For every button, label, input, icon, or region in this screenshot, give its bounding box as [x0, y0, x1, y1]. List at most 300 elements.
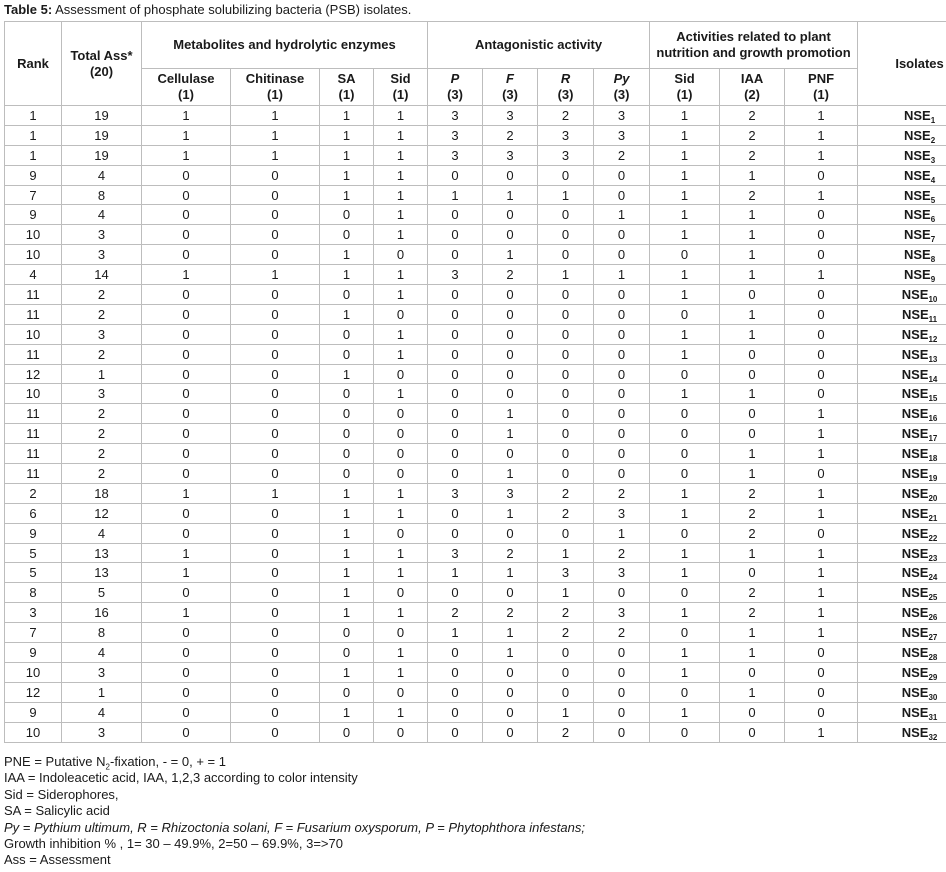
cell-f: 0	[483, 722, 538, 742]
table-caption	[4, 2, 411, 18]
header-f-points: (3)	[502, 87, 518, 102]
cell-sid-nutrition: 1	[650, 543, 720, 563]
isolate-code: NSE	[901, 505, 929, 521]
cell-pnf: 0	[785, 464, 858, 484]
cell-f: 0	[483, 165, 538, 185]
cell-isolate	[858, 245, 946, 265]
cell-py: 0	[594, 702, 650, 722]
cell-total: 3	[62, 324, 142, 344]
cell-sid: 1	[374, 662, 428, 682]
cell-p: 3	[428, 265, 483, 285]
cell-pnf: 1	[785, 503, 858, 523]
cell-pnf: 0	[785, 364, 858, 384]
cell-py: 1	[594, 265, 650, 285]
cell-sid-nutrition: 1	[650, 662, 720, 682]
cell-p: 0	[428, 523, 483, 543]
cell-r: 0	[538, 662, 594, 682]
cell-r: 0	[538, 225, 594, 245]
header-r-name: R	[560, 71, 571, 86]
cell-sid: 1	[374, 125, 428, 145]
cell-sid: 1	[374, 285, 428, 305]
cell-total: 3	[62, 722, 142, 742]
cell-py: 0	[594, 225, 650, 245]
isolate-code: NSE	[901, 346, 929, 362]
cell-sid: 1	[374, 702, 428, 722]
cell-isolate	[858, 344, 946, 364]
cell-cellulase: 0	[142, 205, 231, 225]
cell-rank: 1	[5, 125, 62, 145]
cell-iaa: 1	[720, 265, 785, 285]
header-p-name: P	[450, 71, 460, 86]
cell-p: 3	[428, 125, 483, 145]
cell-sid: 1	[374, 265, 428, 285]
cell-py: 0	[594, 662, 650, 682]
isolate-number: 23	[928, 553, 938, 563]
isolate-number: 12	[928, 334, 938, 344]
cell-cellulase: 0	[142, 682, 231, 702]
cell-sid: 0	[374, 464, 428, 484]
cell-sa: 1	[320, 662, 374, 682]
cell-sid-nutrition: 0	[650, 304, 720, 324]
cell-cellulase: 1	[142, 125, 231, 145]
cell-sid-nutrition: 0	[650, 364, 720, 384]
cell-pnf: 0	[785, 662, 858, 682]
isolate-code: NSE	[903, 187, 931, 203]
isolate-number: 18	[928, 454, 938, 464]
cell-total: 4	[62, 165, 142, 185]
cell-cellulase: 0	[142, 643, 231, 663]
cell-py: 0	[594, 444, 650, 464]
isolate-number: 28	[928, 652, 938, 662]
isolate-code: NSE	[901, 485, 929, 501]
cell-isolate	[858, 145, 946, 165]
cell-rank: 1	[5, 106, 62, 126]
isolate-code: NSE	[901, 426, 929, 442]
cell-r: 1	[538, 543, 594, 563]
cell-p: 0	[428, 662, 483, 682]
cell-chitinase: 0	[231, 424, 320, 444]
table-row	[5, 304, 946, 324]
cell-f: 0	[483, 304, 538, 324]
cell-pnf: 1	[785, 106, 858, 126]
cell-py: 2	[594, 483, 650, 503]
cell-sa: 0	[320, 722, 374, 742]
table-row	[5, 384, 946, 404]
cell-isolate	[858, 464, 946, 484]
table-row	[5, 344, 946, 364]
cell-rank: 4	[5, 265, 62, 285]
cell-chitinase: 0	[231, 543, 320, 563]
cell-sa: 0	[320, 324, 374, 344]
isolate-number: 19	[928, 473, 938, 483]
isolate-code: NSE	[903, 227, 931, 243]
cell-f: 2	[483, 125, 538, 145]
cell-chitinase: 0	[231, 205, 320, 225]
cell-chitinase: 0	[231, 324, 320, 344]
cell-py: 3	[594, 503, 650, 523]
cell-sid: 1	[374, 543, 428, 563]
cell-sid-nutrition: 0	[650, 444, 720, 464]
cell-iaa: 0	[720, 404, 785, 424]
cell-sid-nutrition: 1	[650, 125, 720, 145]
isolate-code: NSE	[901, 565, 929, 581]
isolate-code: NSE	[901, 386, 929, 402]
isolate-code: NSE	[901, 446, 929, 462]
cell-f: 1	[483, 503, 538, 523]
isolate-number: 27	[928, 633, 938, 643]
cell-chitinase: 0	[231, 464, 320, 484]
header-sid-nutrition-name: Sid	[674, 71, 695, 86]
cell-p: 1	[428, 563, 483, 583]
header-chitinase-name: Chitinase	[245, 71, 305, 86]
cell-isolate	[858, 702, 946, 722]
cell-r: 1	[538, 185, 594, 205]
cell-rank: 5	[5, 543, 62, 563]
header-total	[62, 22, 142, 106]
cell-f: 3	[483, 106, 538, 126]
cell-sa: 0	[320, 285, 374, 305]
cell-py: 0	[594, 583, 650, 603]
cell-f: 0	[483, 523, 538, 543]
table-row	[5, 643, 946, 663]
cell-sa: 1	[320, 543, 374, 563]
cell-cellulase: 0	[142, 344, 231, 364]
cell-sa: 1	[320, 304, 374, 324]
cell-sid: 0	[374, 364, 428, 384]
cell-isolate	[858, 503, 946, 523]
cell-iaa: 1	[720, 682, 785, 702]
cell-rank: 6	[5, 503, 62, 523]
cell-sid: 1	[374, 643, 428, 663]
cell-iaa: 1	[720, 384, 785, 404]
cell-sid-nutrition: 1	[650, 185, 720, 205]
isolate-code: NSE	[903, 127, 931, 143]
cell-cellulase: 0	[142, 225, 231, 245]
cell-py: 2	[594, 623, 650, 643]
cell-f: 3	[483, 483, 538, 503]
cell-chitinase: 0	[231, 563, 320, 583]
cell-f: 2	[483, 543, 538, 563]
header-total-points: (20)	[89, 63, 114, 79]
table-row	[5, 125, 946, 145]
cell-sa: 1	[320, 106, 374, 126]
cell-sid: 1	[374, 205, 428, 225]
cell-rank: 10	[5, 324, 62, 344]
cell-py: 0	[594, 165, 650, 185]
isolate-code: NSE	[901, 684, 929, 700]
isolate-code: NSE	[903, 167, 931, 183]
cell-sid-nutrition: 1	[650, 324, 720, 344]
isolate-code: NSE	[903, 147, 931, 163]
cell-rank: 11	[5, 424, 62, 444]
cell-sid-nutrition: 0	[650, 464, 720, 484]
header-group-nutrition: Activities related to plant nutrition and growth promotion	[650, 22, 858, 69]
cell-iaa: 1	[720, 464, 785, 484]
cell-p: 0	[428, 583, 483, 603]
cell-cellulase: 0	[142, 245, 231, 265]
cell-r: 2	[538, 106, 594, 126]
cell-rank: 11	[5, 464, 62, 484]
cell-sa: 0	[320, 444, 374, 464]
cell-r: 0	[538, 523, 594, 543]
header-py	[594, 69, 650, 106]
cell-iaa: 2	[720, 583, 785, 603]
header-py-points: (3)	[613, 87, 630, 102]
cell-chitinase: 0	[231, 444, 320, 464]
cell-chitinase: 0	[231, 682, 320, 702]
cell-r: 0	[538, 324, 594, 344]
isolate-number: 6	[930, 215, 936, 225]
cell-r: 2	[538, 483, 594, 503]
cell-r: 0	[538, 205, 594, 225]
cell-f: 0	[483, 583, 538, 603]
cell-sa: 1	[320, 702, 374, 722]
cell-sid: 0	[374, 424, 428, 444]
cell-total: 14	[62, 265, 142, 285]
cell-sid-nutrition: 0	[650, 404, 720, 424]
table-notes	[4, 754, 585, 869]
header-sid-nutrition	[650, 69, 720, 106]
cell-iaa: 2	[720, 145, 785, 165]
isolate-code: NSE	[901, 525, 929, 541]
cell-cellulase: 0	[142, 623, 231, 643]
cell-total: 19	[62, 145, 142, 165]
cell-cellulase: 1	[142, 603, 231, 623]
cell-iaa: 0	[720, 722, 785, 742]
header-sa-points: (1)	[338, 87, 355, 102]
cell-py: 0	[594, 384, 650, 404]
cell-sid-nutrition: 0	[650, 722, 720, 742]
cell-cellulase: 1	[142, 145, 231, 165]
table-row	[5, 225, 946, 245]
isolate-code: NSE	[903, 207, 931, 223]
table-row	[5, 285, 946, 305]
cell-p: 3	[428, 106, 483, 126]
cell-sid: 1	[374, 483, 428, 503]
cell-cellulase: 0	[142, 464, 231, 484]
note-ass: Ass = Assessment	[4, 852, 111, 868]
isolate-code: NSE	[901, 625, 929, 641]
cell-pnf: 1	[785, 125, 858, 145]
cell-sid: 1	[374, 384, 428, 404]
cell-r: 0	[538, 464, 594, 484]
isolate-code: NSE	[901, 326, 929, 342]
table-row	[5, 185, 946, 205]
isolate-code: NSE	[901, 704, 929, 720]
header-sid	[374, 69, 428, 106]
cell-r: 0	[538, 245, 594, 265]
cell-sid: 1	[374, 324, 428, 344]
cell-total: 4	[62, 523, 142, 543]
cell-r: 0	[538, 285, 594, 305]
cell-cellulase: 1	[142, 563, 231, 583]
cell-chitinase: 1	[231, 145, 320, 165]
cell-iaa: 1	[720, 543, 785, 563]
header-p	[428, 69, 483, 106]
cell-pnf: 0	[785, 384, 858, 404]
isolate-code: NSE	[901, 545, 929, 561]
header-pnf	[785, 69, 858, 106]
cell-r: 1	[538, 702, 594, 722]
cell-iaa: 2	[720, 483, 785, 503]
cell-f: 0	[483, 324, 538, 344]
isolate-code: NSE	[901, 286, 929, 302]
cell-cellulase: 0	[142, 185, 231, 205]
cell-sa: 0	[320, 464, 374, 484]
cell-p: 0	[428, 464, 483, 484]
cell-chitinase: 0	[231, 225, 320, 245]
isolate-number: 16	[928, 414, 938, 424]
cell-py: 2	[594, 543, 650, 563]
table-row	[5, 583, 946, 603]
cell-isolate	[858, 444, 946, 464]
cell-isolate	[858, 523, 946, 543]
header-iaa-points: (2)	[744, 87, 760, 102]
cell-pnf: 1	[785, 424, 858, 444]
header-iaa-name: IAA	[740, 71, 764, 86]
cell-chitinase: 0	[231, 722, 320, 742]
cell-total: 19	[62, 106, 142, 126]
cell-total: 19	[62, 125, 142, 145]
cell-sid-nutrition: 1	[650, 702, 720, 722]
cell-sid: 0	[374, 404, 428, 424]
caption-label: Table 5:	[4, 2, 53, 17]
cell-sid-nutrition: 1	[650, 265, 720, 285]
cell-total: 3	[62, 245, 142, 265]
table-row	[5, 444, 946, 464]
cell-rank: 11	[5, 404, 62, 424]
cell-sid: 1	[374, 185, 428, 205]
cell-sid: 0	[374, 722, 428, 742]
cell-sa: 0	[320, 384, 374, 404]
cell-cellulase: 0	[142, 304, 231, 324]
cell-sa: 0	[320, 344, 374, 364]
cell-p: 0	[428, 404, 483, 424]
table-row	[5, 165, 946, 185]
cell-sa: 1	[320, 523, 374, 543]
cell-r: 2	[538, 722, 594, 742]
cell-r: 2	[538, 623, 594, 643]
cell-sa: 1	[320, 185, 374, 205]
header-chitinase	[231, 69, 320, 106]
cell-p: 0	[428, 503, 483, 523]
cell-rank: 11	[5, 285, 62, 305]
cell-iaa: 2	[720, 185, 785, 205]
cell-p: 0	[428, 344, 483, 364]
cell-rank: 8	[5, 583, 62, 603]
cell-f: 1	[483, 563, 538, 583]
cell-py: 1	[594, 523, 650, 543]
cell-pnf: 0	[785, 205, 858, 225]
cell-py: 3	[594, 125, 650, 145]
cell-chitinase: 0	[231, 702, 320, 722]
cell-rank: 9	[5, 165, 62, 185]
cell-f: 1	[483, 404, 538, 424]
cell-py: 3	[594, 106, 650, 126]
cell-cellulase: 1	[142, 543, 231, 563]
isolate-code: NSE	[901, 644, 929, 660]
cell-cellulase: 0	[142, 722, 231, 742]
cell-sid-nutrition: 0	[650, 583, 720, 603]
header-py-name: Py	[613, 71, 630, 86]
caption-text: Assessment of phosphate solubilizing bacteria (PSB) isolates.	[52, 2, 412, 17]
cell-py: 0	[594, 464, 650, 484]
table-row	[5, 245, 946, 265]
cell-total: 4	[62, 205, 142, 225]
cell-py: 0	[594, 245, 650, 265]
isolate-number: 22	[928, 533, 938, 543]
cell-py: 0	[594, 404, 650, 424]
cell-sid: 1	[374, 344, 428, 364]
cell-chitinase: 0	[231, 245, 320, 265]
table-row	[5, 483, 946, 503]
cell-r: 0	[538, 404, 594, 424]
cell-py: 2	[594, 145, 650, 165]
table-row	[5, 682, 946, 702]
cell-isolate	[858, 424, 946, 444]
cell-f: 0	[483, 662, 538, 682]
cell-iaa: 1	[720, 245, 785, 265]
cell-pnf: 1	[785, 563, 858, 583]
table-row	[5, 324, 946, 344]
cell-pnf: 0	[785, 165, 858, 185]
cell-f: 1	[483, 464, 538, 484]
cell-sid: 0	[374, 304, 428, 324]
isolate-code: NSE	[901, 366, 929, 382]
cell-p: 0	[428, 304, 483, 324]
cell-f: 1	[483, 623, 538, 643]
table-row	[5, 364, 946, 384]
cell-chitinase: 0	[231, 304, 320, 324]
table-row	[5, 662, 946, 682]
cell-p: 0	[428, 364, 483, 384]
table-row	[5, 702, 946, 722]
cell-sid: 1	[374, 106, 428, 126]
header-r	[538, 69, 594, 106]
cell-sid-nutrition: 1	[650, 503, 720, 523]
isolate-number: 11	[928, 314, 938, 324]
cell-cellulase: 0	[142, 523, 231, 543]
header-isolates: Isolates	[858, 22, 946, 106]
cell-pnf: 1	[785, 583, 858, 603]
cell-chitinase: 0	[231, 603, 320, 623]
cell-r: 0	[538, 304, 594, 324]
cell-r: 3	[538, 125, 594, 145]
note-pathogens: Py = Pythium ultimum, R = Rhizoctonia solani, F = Fusarium oxysporum, P = Phytophthora infestans;	[4, 819, 585, 835]
cell-sid-nutrition: 1	[650, 603, 720, 623]
cell-isolate	[858, 722, 946, 742]
cell-total: 2	[62, 424, 142, 444]
cell-total: 8	[62, 623, 142, 643]
cell-iaa: 2	[720, 125, 785, 145]
cell-iaa: 2	[720, 106, 785, 126]
cell-chitinase: 0	[231, 185, 320, 205]
cell-sa: 1	[320, 563, 374, 583]
cell-cellulase: 0	[142, 503, 231, 523]
cell-cellulase: 0	[142, 364, 231, 384]
cell-total: 8	[62, 185, 142, 205]
cell-sid-nutrition: 1	[650, 225, 720, 245]
cell-f: 0	[483, 344, 538, 364]
cell-py: 0	[594, 285, 650, 305]
cell-py: 0	[594, 364, 650, 384]
cell-sa: 1	[320, 503, 374, 523]
cell-r: 3	[538, 563, 594, 583]
isolate-number: 8	[930, 255, 936, 265]
cell-sa: 1	[320, 364, 374, 384]
header-total-name: Total Ass*	[70, 47, 133, 63]
cell-py: 0	[594, 424, 650, 444]
